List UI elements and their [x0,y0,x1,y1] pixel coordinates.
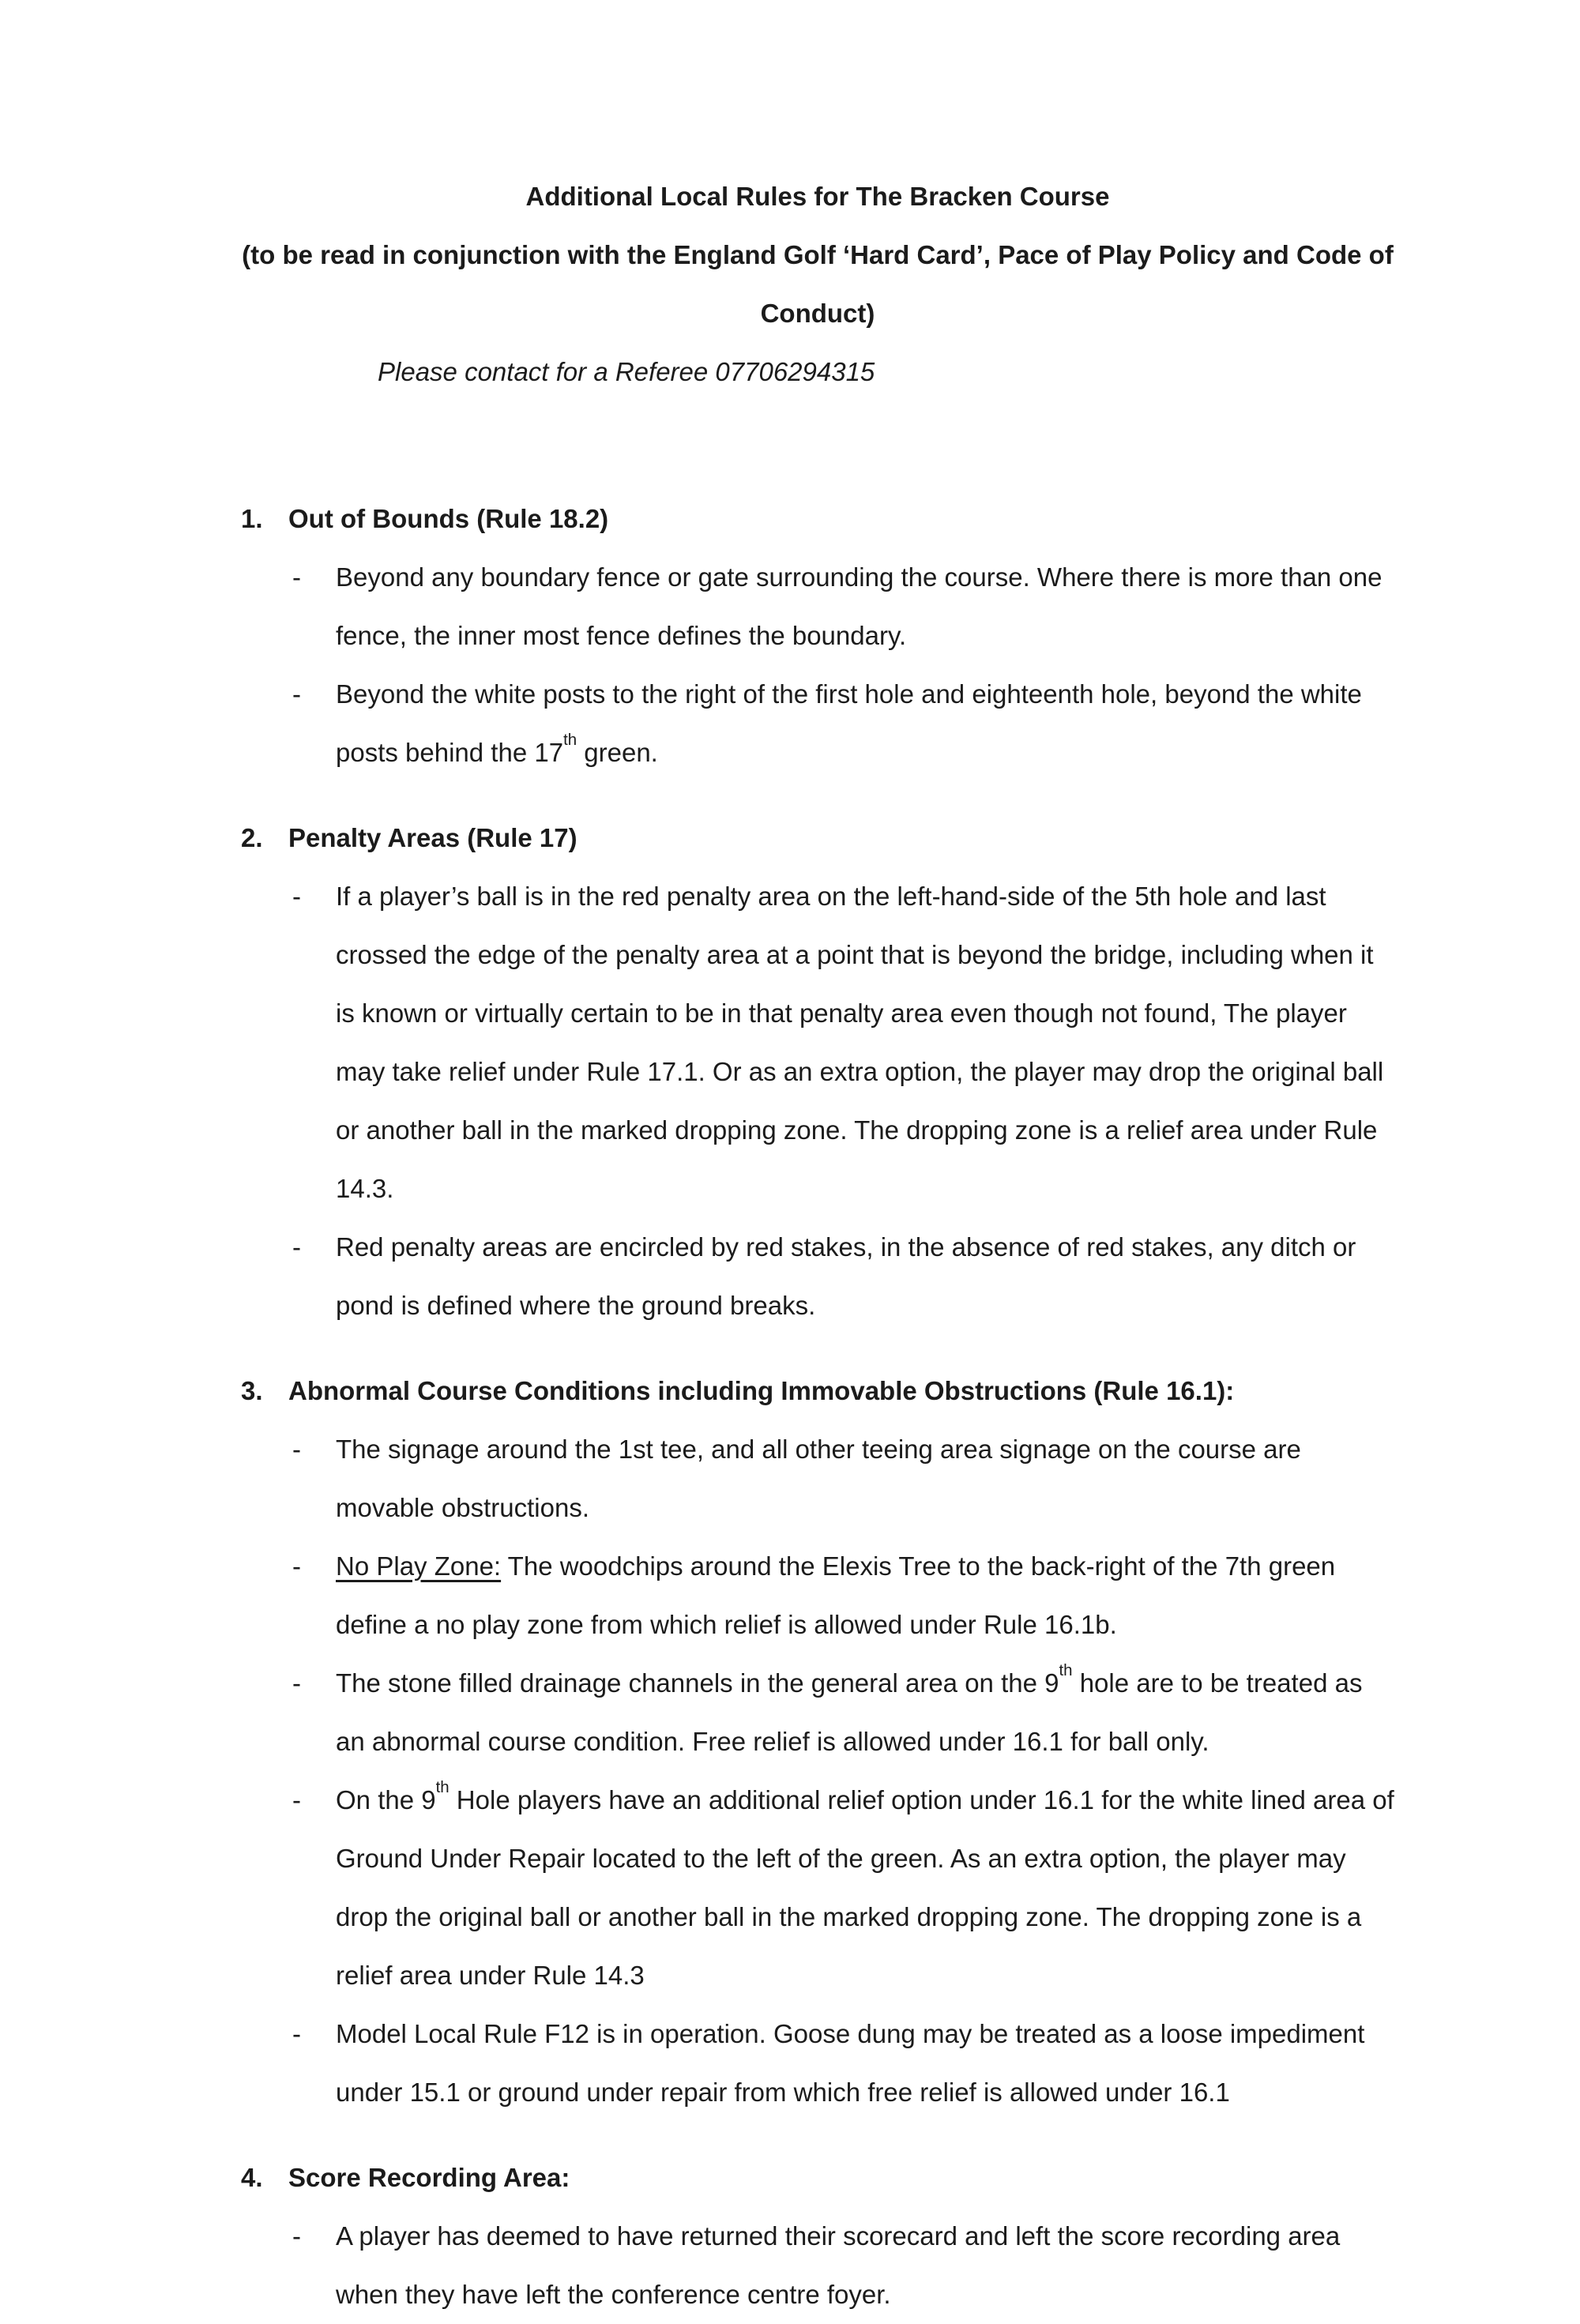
section-bullet-list [241,548,1394,782]
dash-bullet-marker: - [292,562,301,592]
rules-sections [241,490,1394,2324]
dash-bullet-marker: - [292,1232,301,1262]
rule-section [241,2149,1394,2324]
dash-bullet-marker: - [292,1435,301,1464]
section-bullet-list [241,1420,1394,2122]
rule-section [241,809,1394,1335]
rule-bullet-item [292,1420,1394,1537]
dash-bullet-marker: - [292,2221,301,2251]
rule-bullet-item [292,548,1394,665]
section-heading: Score Recording Area: [288,2163,570,2192]
referee-contact-note: Please contact for a Referee 07706294315 [378,357,875,386]
rule-bullet-item [292,1218,1394,1335]
rule-text: On the 9th Hole players have an additional relief option under 16.1 for the white lined area of Ground Under Repair located to the left of the green. As an extra option, the player may drop the original ball or another ball in the marked dropping zone. The dropping zone is a relief area under Rule 14.3 [336,1777,1394,1990]
section-heading-row [241,1362,1394,1420]
section-number: 4. [241,2163,263,2192]
rule-text: Red penalty areas are encircled by red stakes, in the absence of red stakes, any ditch or pond is defined where the ground breaks. [336,1232,1356,1320]
rule-bullet-item [292,1537,1394,1654]
section-heading-row [241,809,1394,867]
section-heading: Out of Bounds (Rule 18.2) [288,504,609,533]
rule-section [241,490,1394,782]
dash-bullet-marker: - [292,882,301,911]
rule-bullet-item [292,1654,1394,1771]
section-heading: Penalty Areas (Rule 17) [288,823,577,852]
rule-text: Beyond the white posts to the right of the first hole and eighteenth hole, beyond the white posts behind the 17th green. [336,679,1362,767]
rule-bullet-item [292,1771,1394,2005]
section-bullet-list [241,867,1394,1335]
document-title: Additional Local Rules for The Bracken Course [525,182,1110,211]
rule-bullet-item [292,665,1394,782]
rule-text: No Play Zone: The woodchips around the Elexis Tree to the back-right of the 7th green define a no play zone from which relief is allowed under Rule 16.1b. [336,1551,1336,1639]
rule-bullet-item [292,2005,1394,2122]
rule-bullet-item [292,867,1394,1218]
document-subtitle: (to be read in conjunction with the England Golf ‘Hard Card’, Pace of Play Policy and Code of Conduct) [242,240,1394,328]
section-number: 2. [241,823,263,852]
rule-text: If a player’s ball is in the red penalty area on the left-hand-side of the 5th hole and last crossed the edge of the penalty area at a point that is beyond the bridge, including when it is known or virtually certain to be in that penalty area even though not found, The player may take relief under Rule 17.1. Or as an extra option, the player may drop the original ball or another ball in the marked dropping zone. The dropping zone is a relief area under Rule 14.3. [336,882,1384,1203]
rule-section [241,1362,1394,2122]
section-heading: Abnormal Course Conditions including Immovable Obstructions (Rule 16.1): [288,1376,1235,1405]
dash-bullet-marker: - [292,1551,301,1581]
rule-bullet-item [292,2207,1394,2324]
section-number: 1. [241,504,263,533]
dash-bullet-marker: - [292,679,301,709]
dash-bullet-marker: - [292,1785,301,1814]
rule-text: A player has deemed to have returned their scorecard and left the score recording area when they have left the conference centre foyer. [336,2221,1341,2309]
rule-text: Model Local Rule F12 is in operation. Goose dung may be treated as a loose impediment under 15.1 or ground under repair from which free relief is allowed under 16.1 [336,2019,1365,2107]
section-bullet-list [241,2207,1394,2324]
rule-text: The stone filled drainage channels in the general area on the 9th hole are to be treated as an abnormal course condition. Free relief is allowed under 16.1 for ball only. [336,1660,1363,1756]
rule-text: The signage around the 1st tee, and all other teeing area signage on the course are movable obstructions. [336,1435,1301,1522]
section-heading-row [241,490,1394,548]
rule-text: Beyond any boundary fence or gate surrounding the course. Where there is more than one fence, the inner most fence defines the boundary. [336,562,1382,650]
section-number: 3. [241,1376,263,1405]
dash-bullet-marker: - [292,2019,301,2048]
dash-bullet-marker: - [292,1668,301,1698]
section-heading-row [241,2149,1394,2207]
